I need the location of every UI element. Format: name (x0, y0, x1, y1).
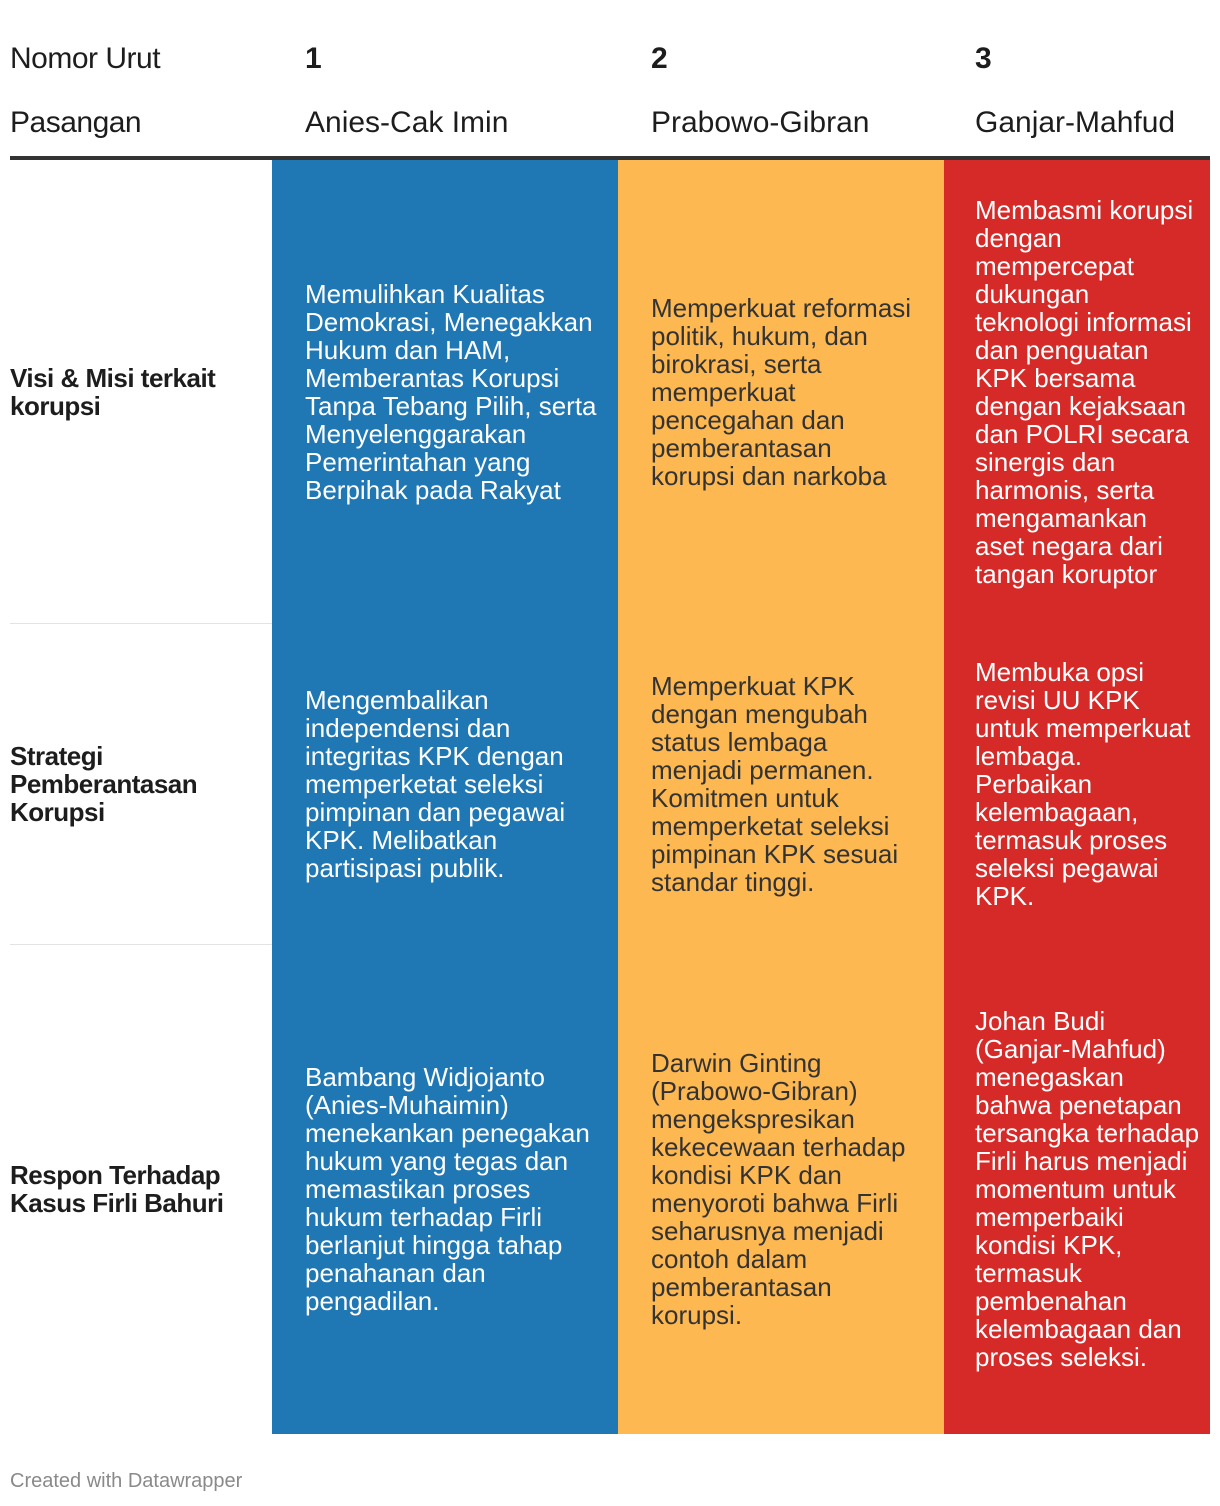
footer-credit: Created with Datawrapper (10, 1470, 243, 1492)
column-name-prabowo: Prabowo-Gibran (651, 106, 870, 139)
cell-strategi-ganjar: Membuka opsi revisi UU KPK untuk memperkuat lembaga. Perbaikan kelembagaan, termasuk proses seleksi pegawai KPK. (975, 656, 1191, 911)
header-pair-label: Pasangan (10, 106, 142, 139)
header-number-label: Nomor Urut (10, 42, 161, 75)
column-name-anies: Anies-Cak Imin (305, 106, 509, 139)
row-label-respon-firli: Respon Terhadap Kasus Firli Bahuri (10, 1160, 224, 1218)
column-number-1: 1 (305, 42, 322, 75)
column-number-3: 3 (975, 42, 992, 75)
cell-respon-prabowo: Darwin Ginting (Prabowo-Gibran) mengekspresikan kekecewaan terhadap kondisi KPK dan menyoroti bahwa Firli seharusnya menjadi contoh dalam pemberantasan korupsi. (651, 1048, 906, 1330)
column-number-2: 2 (651, 42, 668, 75)
cell-respon-anies: Bambang Widjojanto (Anies-Muhaimin) menekankan penegakan hukum yang tegas dan memastikan proses hukum terhadap Firli berlanjut hingga tahap penahanan dan pengadilan. (305, 1062, 590, 1316)
cell-visi-ganjar: Membasmi korupsi dengan mempercepat dukungan teknologi informasi dan penguatan KPK bersama dengan kejaksaan dan POLRI secara sinergis dan harmonis, serta mengamankan aset negara dari tangan koruptor (975, 194, 1194, 589)
row-label-visi-misi: Visi & Misi terkait korupsi (10, 362, 216, 421)
cell-strategi-prabowo: Memperkuat KPK dengan mengubah status lembaga menjadi permanen. Komitmen untuk memperketat seleksi pimpinan KPK sesuai standar tinggi. (651, 670, 899, 897)
cell-visi-prabowo: Memperkuat reformasi politik, hukum, dan birokrasi, serta memperkuat pencegahan dan pemberantasan korupsi dan narkoba (651, 292, 912, 491)
column-name-ganjar: Ganjar-Mahfud (975, 106, 1176, 139)
row-label-strategi: Strategi Pemberantasan Korupsi (10, 740, 198, 827)
cell-respon-ganjar: Johan Budi (Ganjar-Mahfud) menegaskan bahwa penetapan tersangka terhadap Firli harus menjadi momentum untuk memperbaiki kondisi KPK, termasuk pembenahan kelembagaan dan proses seleksi. (975, 1006, 1200, 1372)
cell-visi-anies: Memulihkan Kualitas Demokrasi, Menegakkan Hukum dan HAM, Memberantas Korupsi Tanpa Tebang Pilih, serta Menyelenggarakan Pemerintahan yang Berpihak pada Rakyat (305, 278, 597, 505)
cell-strategi-anies: Mengembalikan independensi dan integritas KPK dengan memperketat seleksi pimpinan dan pegawai KPK. Melibatkan partisipasi publik. (305, 684, 566, 883)
